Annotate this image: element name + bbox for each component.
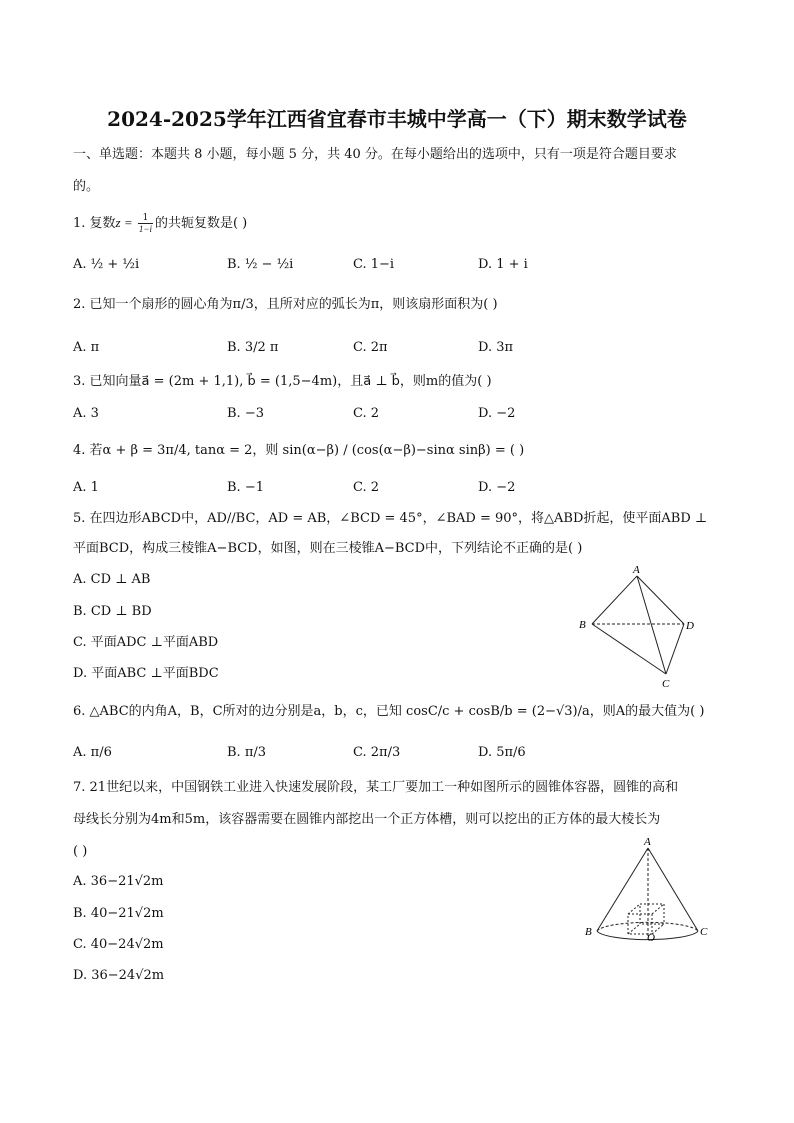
question-4-option-c[interactable]: C. 2	[353, 480, 380, 495]
question-3-stem: 3. 已知向量a⃗ = (2m + 1,1), b⃗ = (1,5−4m)，且a⃗ ⊥ b⃗，则m的值为( )	[73, 374, 492, 389]
question-4-option-a[interactable]: A. 1	[73, 480, 99, 495]
cone-label-a: A	[644, 836, 651, 848]
question-1-suffix: 的共轭复数是( )	[154, 216, 248, 231]
question-1-option-c[interactable]: C. 1−i	[353, 257, 395, 272]
tetrahedron-figure	[570, 562, 710, 692]
edge-bc	[592, 624, 666, 674]
question-7-stem-line3: ( )	[73, 844, 88, 859]
question-3-option-d[interactable]: D. −2	[478, 406, 516, 421]
question-4-stem: 4. 若α + β = 3π/4, tanα = 2，则 sin(α−β) / (cos(α−β)−sinα sinβ) = ( )	[73, 443, 525, 458]
question-1-option-d[interactable]: D. 1 + i	[478, 257, 528, 272]
question-7-option-b[interactable]: B. 40−21√2m	[73, 906, 164, 921]
inscribed-cube	[628, 904, 664, 934]
question-6-option-a[interactable]: A. π/6	[73, 745, 112, 760]
question-6-stem: 6. △ABC的内角A，B，C所对的边分别是a，b，c，已知 cosC/c + cosB/b = (2−√3)/a，则A的最大值为( )	[73, 704, 705, 719]
question-5-option-a[interactable]: A. CD ⊥ AB	[73, 572, 151, 587]
question-4-option-b[interactable]: B. −1	[227, 480, 264, 495]
label-a: A	[633, 564, 640, 576]
cone-edge-ac	[648, 848, 698, 931]
question-5-option-d[interactable]: D. 平面ABC ⊥平面BDC	[73, 666, 219, 681]
section-heading-line2: 的。	[73, 179, 100, 194]
section-heading-line1: 一、单选题：本题共 8 小题，每小题 5 分，共 40 分。在每小题给出的选项中，只有一项是符合题目要求	[73, 147, 677, 162]
cone-label-o: O	[647, 932, 655, 944]
question-7-option-a[interactable]: A. 36−21√2m	[73, 874, 164, 889]
label-b: B	[579, 619, 586, 631]
question-5-stem-line2: 平面BCD，构成三棱锥A−BCD，如图，则在三棱锥A−BCD中，下列结论不正确的是( )	[73, 541, 583, 556]
question-1-prefix: 1. 复数	[73, 216, 116, 231]
question-7-stem-line2: 母线长分别为4m和5m，该容器需要在圆锥内部挖出一个正方体槽，则可以挖出的正方体的最大棱长为	[73, 812, 661, 827]
question-3-option-a[interactable]: A. 3	[73, 406, 99, 421]
question-1-math: z =	[115, 215, 136, 230]
page-title: 2024-2025学年江西省宜春市丰城中学高一（下）期末数学试卷	[107, 107, 687, 131]
label-d: D	[686, 620, 694, 632]
question-1-fraction	[138, 213, 153, 234]
question-3-option-b[interactable]: B. −3	[227, 406, 264, 421]
question-2-option-a[interactable]: A. π	[73, 340, 100, 355]
question-6-option-d[interactable]: D. 5π/6	[478, 745, 526, 760]
question-7-stem-line1: 7. 21世纪以来，中国钢铁工业进入快速发展阶段，某工厂要加工一种如图所示的圆锥体容器，圆锥的高和	[73, 780, 679, 795]
question-6-option-c[interactable]: C. 2π/3	[353, 745, 401, 760]
cone-label-b: B	[585, 926, 592, 938]
edge-dc	[666, 624, 684, 674]
question-7-option-d[interactable]: D. 36−24√2m	[73, 968, 165, 983]
question-2-option-d[interactable]: D. 3π	[478, 340, 514, 355]
question-4-option-d[interactable]: D. −2	[478, 480, 516, 495]
question-1-option-a[interactable]: A. ½ + ½i	[73, 257, 140, 272]
question-1-stem	[73, 213, 247, 234]
question-1-option-b[interactable]: B. ½ − ½i	[227, 257, 294, 272]
cone-label-c: C	[700, 926, 708, 938]
edge-ab	[592, 576, 637, 624]
question-5-option-b[interactable]: B. CD ⊥ BD	[73, 604, 152, 619]
question-2-option-b[interactable]: B. 3/2 π	[227, 340, 279, 355]
question-1-frac-den: 1−i	[138, 224, 152, 234]
question-7-option-c[interactable]: C. 40−24√2m	[73, 937, 164, 952]
question-1-frac-num: 1	[138, 213, 153, 224]
label-c: C	[662, 678, 670, 690]
question-2-stem: 2. 已知一个扇形的圆心角为π/3，且所对应的弧长为π，则该扇形面积为( )	[73, 297, 498, 312]
question-2-option-c[interactable]: C. 2π	[353, 340, 388, 355]
question-3-option-c[interactable]: C. 2	[353, 406, 380, 421]
cone-figure	[580, 834, 720, 954]
question-6-option-b[interactable]: B. π/3	[227, 745, 267, 760]
question-5-stem-line1: 5. 在四边形ABCD中，AD//BC，AD = AB，∠BCD = 45°，∠BAD = 90°，将△ABD折起，使平面ABD ⊥	[73, 511, 708, 526]
question-5-option-c[interactable]: C. 平面ADC ⊥平面ABD	[73, 635, 219, 650]
